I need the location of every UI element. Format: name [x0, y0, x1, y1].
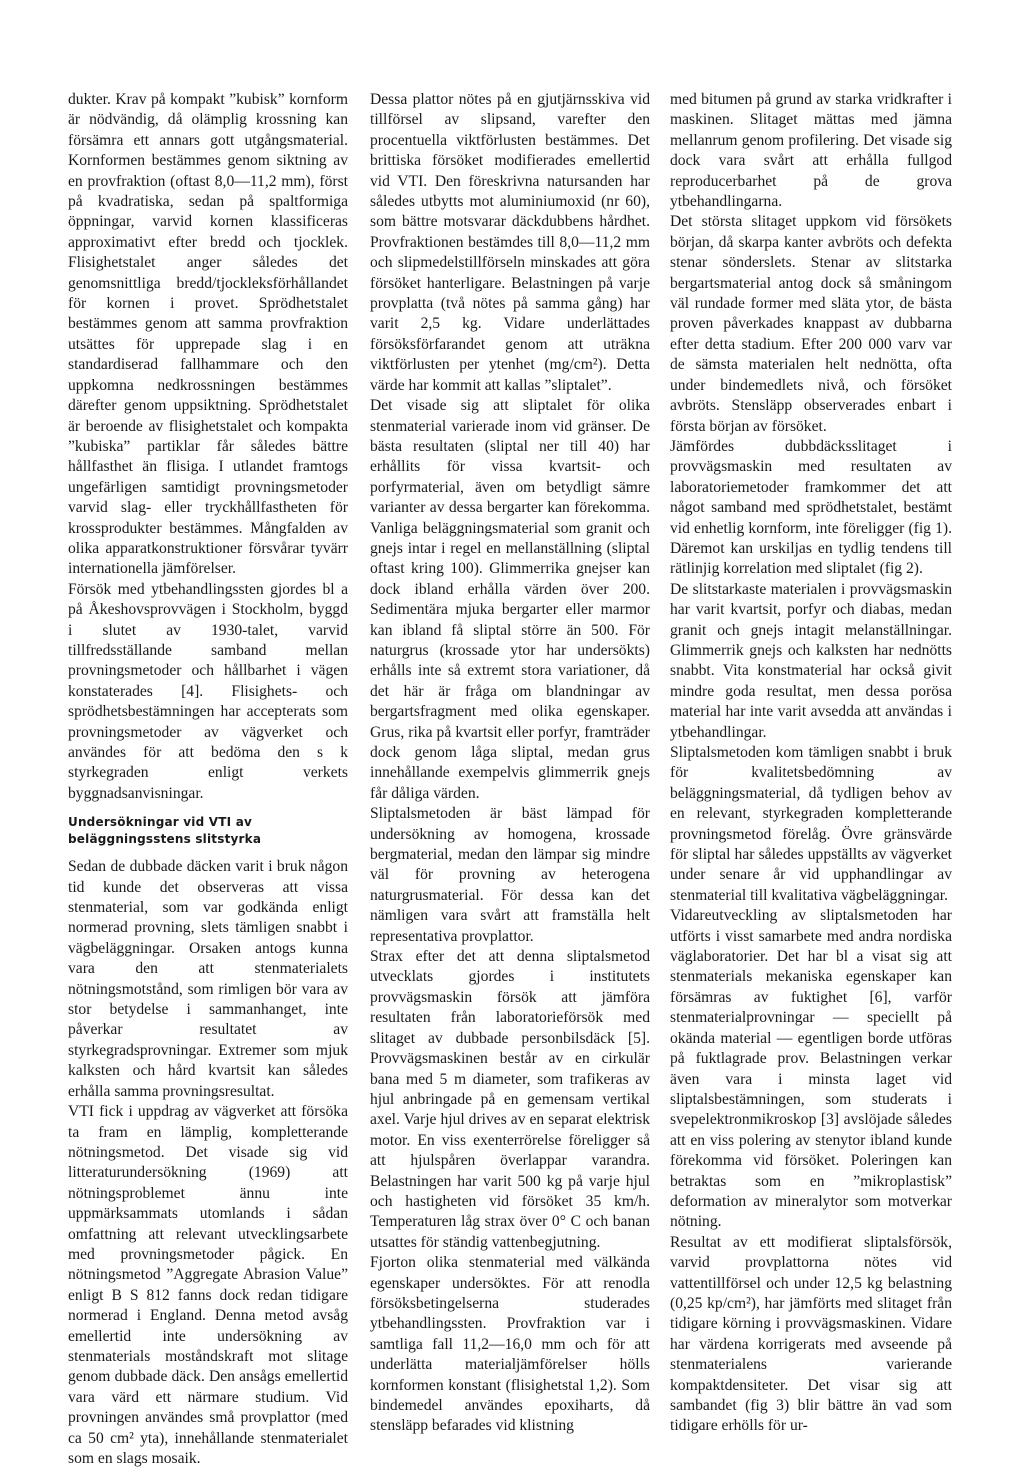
- paragraph: dukter. Krav på kompakt ”kubisk” kornform är nödvändig, då olämplig krossning kan försämra ett annars gott utgångsmaterial. Kornformen bestämmes genom siktning av en provfraktion (oftast 8,0—11,2 mm), först på kvadratiska, sedan på spaltformiga öppningar, varvid kornen klassificeras approximativt efter bredd och tjocklek. Flisighetstalet anger således det genomsnittliga bredd/tjockleksförhållandet för kornen i provet. Sprödhetstalet bestämmes genom att samma provfraktion utsättes för upprepade slag i en standardiserad fallhammare och den uppkomna nedkrossningen bestämmes därefter genom uppsiktning. Sprödhetstalet är beroende av flisighetstalet och kompakta ”kubiska” partiklar får således bättre hållfasthet än flisiga. I utlandet framtogs ungefärligen samtidigt provningsmetoder varvid slag- eller tryckhållfastheten för krossprodukter bestämmes. Mångfalden av olika apparatkonstruktioner försvårar tyvärr internationella jämförelser.: [68, 91, 348, 578]
- text-column-3: [670, 90, 952, 1437]
- paragraph: Det största slitaget uppkom vid försökets början, då skarpa kanter avbröts och defekta stenar sönderslets. Stenar av slitstarka bergartsmaterial antog dock så småningom väl rundade former med släta ytor, de bästa proven påverkades knappast av dubbarna efter detta stadium. Efter 200 000 varv var de sämsta materialen helt nednötta, ofta under bindemedlets nivå, och försöket avbröts. Stensläpp observerades enbart i första början av försöket.: [670, 213, 952, 435]
- paragraph: Jämfördes dubbdäcksslitaget i provvägsmaskin med resultaten av laboratoriemetoder framkommer det att något samband med sprödhetstalet, bestämt vid enhetlig kornform, inte föreligger (fig 1). Däremot kan urskiljas en tydlig tendens till rätlinjig korrelation med sliptalet (fig 2).: [670, 437, 952, 578]
- paragraph: Det visade sig att sliptalet för olika stenmaterial varierade inom vid gränser. De bästa resultaten (sliptal ner till 40) har erhållits för vissa kvartsit- och porfyrmaterial, även om betydligt sämre varianter av dessa bergarter kan förekomma. Vanliga beläggningsmaterial som granit och gnejs intar i regel en mellanställning (sliptal oftast kring 100). Glimmerrika gnejser kan dock ibland erhålla värden över 200. Sedimentära mjuka bergarter eller marmor kan ibland få sliptal större än 500. För naturgrus (krossade ytor har undersökts) erhålls inte så extremt stora variationer, då det här är fråga om blandningar av bergartsfragment med olika egenskaper. Grus, rika på kvartsit eller porfyr, framträder dock genom låga sliptal, medan grus innehållande exempelvis glimmerrik gnejs får dåliga värden.: [370, 397, 650, 802]
- paragraph: Dessa plattor nötes på en gjutjärnsskiva vid tillförsel av slipsand, varefter den procentuella viktförlusten bestämmes. Det brittiska försöket modifierades emellertid vid VTI. Den föreskrivna natursanden har således utbytts mot aluminiumoxid (nr 60), som bättre motsvarar däckdubbens hårdhet. Provfraktionen bestämdes till 8,0—11,2 mm och slipmedelstillförseln minskades att göra försöket hanterligare. Belastningen på varje provplatta (två nötes på samma gång) har varit 2,5 kg. Vidare underlättades försöksförfarandet genom att uträkna viktförlusten per ytenhet (mg/cm²). Detta värde har kommit att kallas ”sliptalet”.: [370, 91, 650, 394]
- paragraph: Försök med ytbehandlingssten gjordes bl a på Åkeshovsprovvägen i Stockholm, byggd i slutet av 1930-talet, varvid tillfredsställande samband mellan provningsmetoder och hållbarhet i vägen konstaterades [4]. Flisighets- och sprödhetsbestämningen har accepterats som provningsmetoder av vägverket och användes för att bedöma den s k styrkegraden enligt verkets byggnadsanvisningar.: [68, 580, 348, 802]
- text-column-1: [68, 90, 348, 1469]
- paragraph: Sliptalsmetoden är bäst lämpad för undersökning av homogena, krossade bergmaterial, medan den lämpar sig mindre väl för provning av heterogena naturgrusmaterial. För dessa kan det nämligen vara svårt att framställa helt representativa provplattor.: [370, 805, 650, 945]
- paragraph: Resultat av ett modifierat sliptalsförsök, varvid provplattorna nötes vid vattentillförsel och under 12,5 kg belastning (0,25 kp/cm²), har jämförts med slitaget från tidigare körning i provvägsmaskinen. Vidare har värdena korrigerats med avseende på stenmaterialens varierande kompaktdensiteter. Det visar sig att sambandet (fig 3) blir bättre än vad som tidigare erhölls för ur-: [670, 1233, 952, 1435]
- text-column-2: [370, 90, 650, 1437]
- paragraph: Fjorton olika stenmaterial med välkända egenskaper undersöktes. För att renodla försöksbetingelserna studerades ytbehandlingssten. Provfraktion var i samtliga fall 11,2—16,0 mm och för att underlätta materialjämförelser hölls kornformen konstant (flisighetstal 1,2). Som bindemedel användes epoxiharts, då stensläpp befarades vid klistning: [370, 1254, 650, 1435]
- paragraph: Sedan de dubbade däcken varit i bruk någon tid kunde det observeras att vissa stenmaterial, som var godkända enligt normerad provning, slets tämligen snabbt i vägbeläggningar. Orsaken antogs kunna vara den att stenmaterialets nötningsmotstånd, som rimligen bör vara av stor betydelse i sammanhanget, inte påverkar resultatet av styrkegradsprovningar. Extremer som mjuk kalksten och hård kvartsit kan således erhålla samma provningsresultat.: [68, 858, 348, 1100]
- paragraph: VTI fick i uppdrag av vägverket att försöka ta fram en lämplig, kompletterande nötningsmetod. Det visade sig vid litteraturundersökning (1969) att nötningsproblemet ännu inte uppmärksammats utomlands i sådan omfattning att relevant utvecklingsarbete med provningsmetoder pågick. En nötningsmetod ”Aggregate Abrasion Value” enligt B S 812 fanns dock redan tidigare normerad i England. Denna metod avsåg emellertid inte undersökning av stenmaterials moståndskraft mot slitage genom dubbade däck. Den ansågs emellertid vara värd ett närmare studium. Vid provningen användes små provplattor (med ca 50 cm² yta), innehållande stenmaterialet som en slags mosaik.: [68, 1103, 348, 1467]
- section-heading: Undersökningar vid VTI av beläggningsstens slitstyrka: [68, 815, 262, 847]
- paragraph: med bitumen på grund av starka vridkrafter i maskinen. Slitaget mättas med jämna mellanrum genom profilering. Det visade sig dock vara svårt att erhålla fullgod reproducerbarhet på de grova ytbehandlingarna.: [670, 91, 952, 211]
- paragraph: Vidareutveckling av sliptalsmetoden har utförts i visst samarbete med andra nordiska väglaboratorier. Det har bl a visat sig att stenmaterials mekaniska egenskaper kan försämras av fuktighet [6], varför stenmaterialprovningar — speciellt på okända material — egentligen borde utföras på fuktlagrade prov. Belastningen verkar även vara i minsta laget vid sliptalsbestämningen, som studerats i svepelektronmikroskop [3] avslöjade således att en viss polering av stenytor ibland kunde förekomma vid försöket. Poleringen kan betraktas som en ”mikroplastisk” deformation av mineralytor som motverkar nötning.: [670, 907, 952, 1231]
- paragraph: Strax efter det att denna sliptalsmetod utvecklats gjordes i institutets provvägsmaskin försök att jämföra resultaten från laboratorieförsök med slitaget av dubbade personbilsdäck [5]. Provvägsmaskinen består av en cirkulär bana med 5 m diameter, som trafikeras av hjul anbringade på en gemensam vertikal axel. Varje hjul drives av en separat elektrisk motor. En viss exenterrörelse föreligger så att hjulspåren överlappar varandra. Belastningen har varit 500 kg på varje hjul och hastigheten vid försöket 35 km/h. Temperaturen låg strax över 0° C och banan utsattes för ständig vattenbegjutning.: [370, 948, 650, 1251]
- paragraph: De slitstarkaste materialen i provvägsmaskin har varit kvartsit, porfyr och diabas, medan granit och gnejs intagit melanställningar. Glimmerrik gnejs och kalksten har nednötts snabbt. Vita konstmaterial har också givit mindre goda resultat, men dessa porösa material har inte varit avsedda att användas i ytbehandlingar.: [670, 580, 952, 741]
- paragraph: Sliptalsmetoden kom tämligen snabbt i bruk för kvalitetsbedömning av beläggningsmaterial, då tydligen behov av en relevant, styrkegraden kompletterande provningsmetod förelåg. Övre gränsvärde för sliptal har således uppställts av vägverket under senare år vid upphandlingar av stenmaterial till kvalitativa vägbeläggningar.: [670, 744, 952, 904]
